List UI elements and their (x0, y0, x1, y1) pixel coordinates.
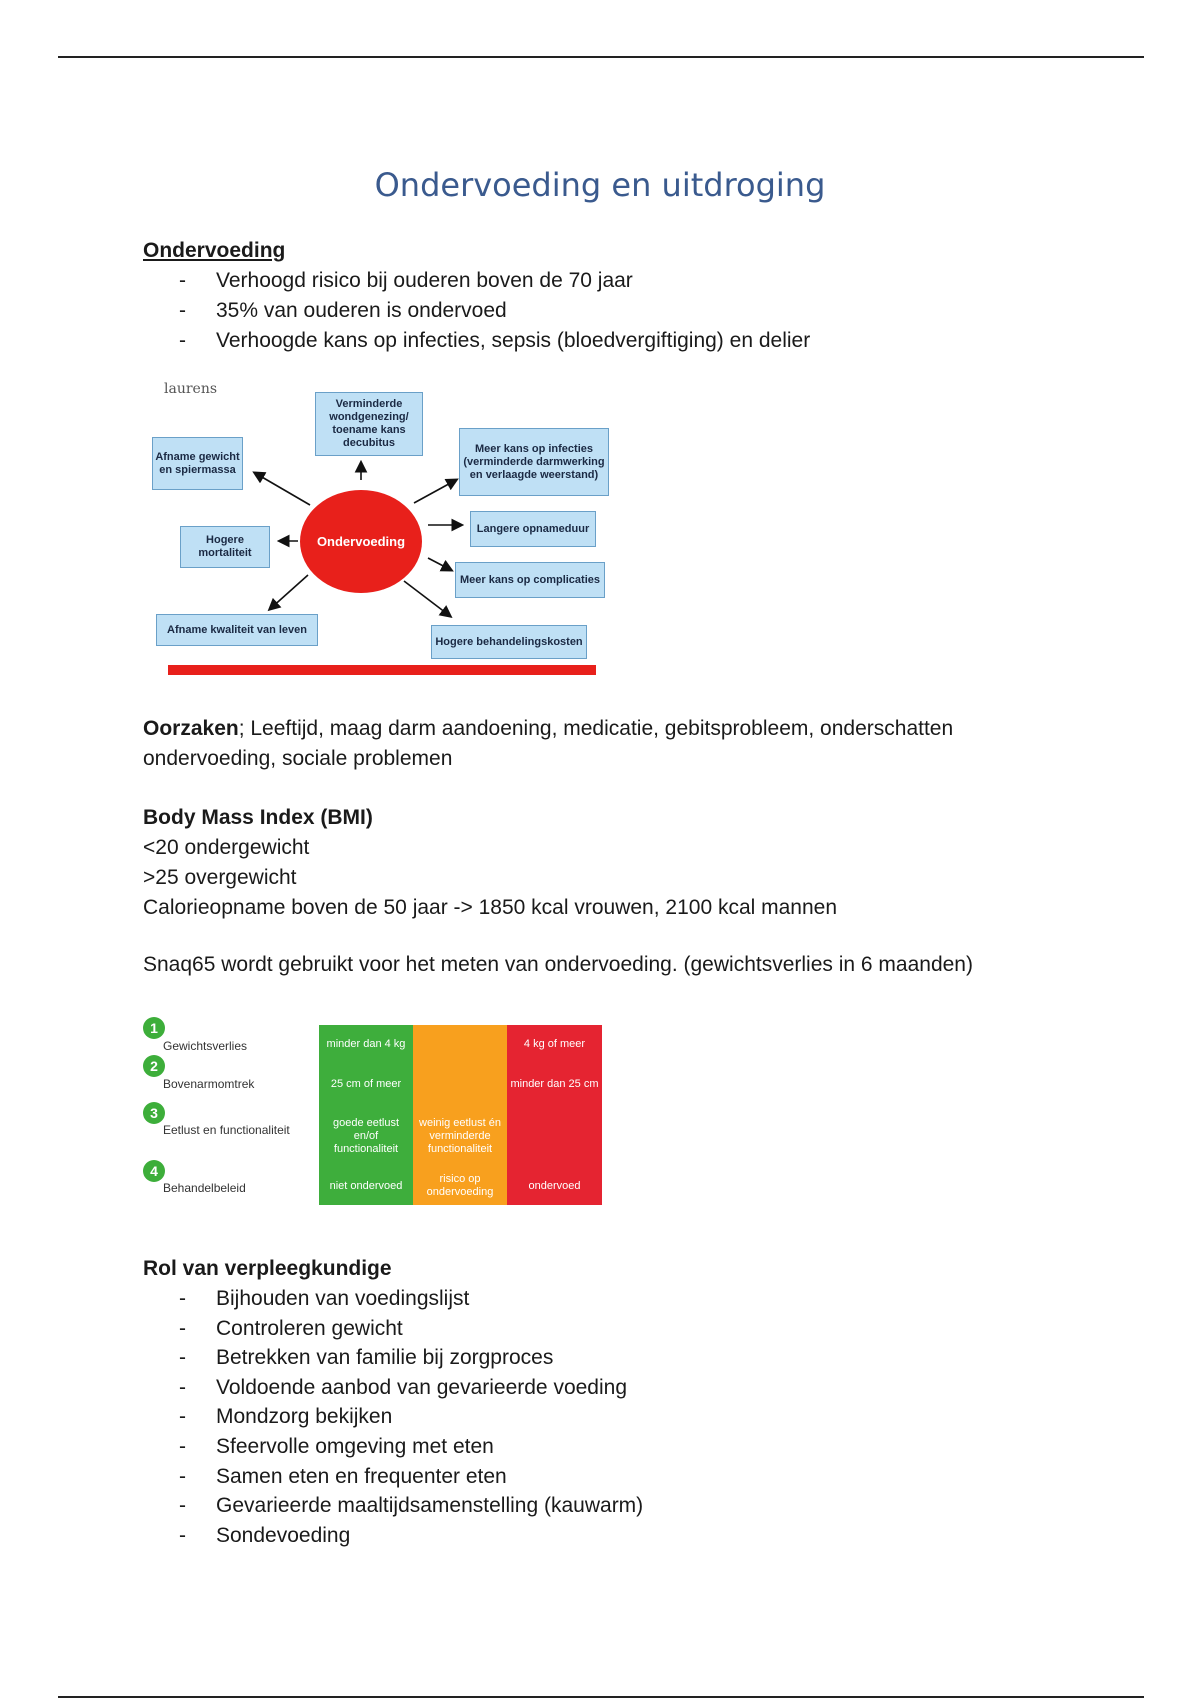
cell-red: ondervoed (507, 1167, 602, 1205)
page-title: Ondervoeding en uitdroging (374, 166, 826, 204)
box-wondgenezing: Verminderde wondgenezing/ toename kans decubitus (315, 392, 423, 456)
list-item: - 35% van ouderen is ondervoed (143, 296, 810, 326)
row-label: Bovenarmomtrek (163, 1077, 255, 1091)
bottom-rule (58, 1696, 1144, 1698)
box-kosten: Hogere behandelingskosten (431, 625, 587, 659)
causes-paragraph (143, 714, 1043, 774)
list-item: - Samen eten en frequenter eten (143, 1462, 643, 1492)
list-item: - Sondevoeding (143, 1521, 643, 1551)
box-mortaliteit: Hogere mortaliteit (180, 526, 270, 568)
box-afname-gewicht: Afname gewicht en spiermassa (152, 437, 243, 490)
list-item: - Mondzorg bekijken (143, 1402, 643, 1432)
role-heading: Rol van verpleegkundige (143, 1257, 392, 1280)
step-number: 1 (143, 1017, 165, 1039)
list-item: - Sfeervolle omgeving met eten (143, 1432, 643, 1462)
cell-orange (413, 1025, 507, 1063)
cell-green: minder dan 4 kg (319, 1025, 413, 1063)
box-kwaliteit: Afname kwaliteit van leven (156, 614, 318, 646)
cell-green: goede eetlust en/of functionaliteit (319, 1105, 413, 1168)
diagram-red-bar (168, 665, 596, 675)
cell-orange: risico op ondervoeding (413, 1167, 507, 1205)
section-ondervoeding (143, 236, 810, 356)
cell-red: minder dan 25 cm (507, 1063, 602, 1105)
snaq-paragraph: Snaq65 wordt gebruikt voor het meten van ondervoeding. (gewichtsverlies in 6 maanden) (143, 953, 973, 976)
cell-red: 4 kg of meer (507, 1025, 602, 1063)
row-label: Gewichtsverlies (163, 1039, 248, 1053)
section-role (143, 1254, 643, 1550)
list-item: - Bijhouden van voedingslijst (143, 1284, 643, 1314)
top-rule (58, 56, 1144, 58)
diagram-center: Ondervoeding (300, 490, 422, 593)
cell-green: niet ondervoed (319, 1167, 413, 1205)
box-opnameduur: Langere opnameduur (470, 511, 596, 547)
ondervoeding-diagram (148, 375, 618, 680)
list-item: - Controleren gewicht (143, 1314, 643, 1344)
causes-text: ; Leeftijd, maag darm aandoening, medicatie, gebitsprobleem, onderschatten ondervoeding, sociale problemen (143, 717, 954, 770)
bmi-line: >25 overgewicht (143, 866, 297, 889)
logo: laurens (164, 381, 218, 397)
snaq-table (143, 1015, 613, 1210)
step-number: 3 (143, 1102, 165, 1124)
cell-orange (413, 1063, 507, 1105)
causes-label: Oorzaken (143, 717, 239, 740)
cell-green: 25 cm of meer (319, 1063, 413, 1105)
cell-red (507, 1105, 602, 1168)
box-infecties: Meer kans op infecties (verminderde darmwerking en verlaagde weerstand) (459, 428, 609, 496)
bmi-section (143, 803, 837, 923)
bmi-line: <20 ondergewicht (143, 836, 310, 859)
step-number: 2 (143, 1055, 165, 1077)
step-number: 4 (143, 1160, 165, 1182)
cell-orange: weinig eetlust én verminderde functionaliteit (413, 1105, 507, 1168)
row-label: Eetlust en functionaliteit (163, 1123, 290, 1137)
list-item: - Verhoogde kans op infecties, sepsis (bloedvergiftiging) en delier (143, 326, 810, 356)
list-item: - Betrekken van familie bij zorgproces (143, 1343, 643, 1373)
box-complicaties: Meer kans op complicaties (455, 562, 605, 598)
bmi-heading: Body Mass Index (BMI) (143, 806, 373, 829)
bmi-line: Calorieopname boven de 50 jaar -> 1850 kcal vrouwen, 2100 kcal mannen (143, 896, 838, 919)
row-label: Behandelbeleid (163, 1181, 246, 1195)
list-item: - Verhoogd risico bij ouderen boven de 70 jaar (143, 266, 810, 296)
section-heading: Ondervoeding (143, 239, 286, 262)
list-item: - Voldoende aanbod van gevarieerde voeding (143, 1373, 643, 1403)
list-item: - Gevarieerde maaltijdsamenstelling (kauwarm) (143, 1491, 643, 1521)
